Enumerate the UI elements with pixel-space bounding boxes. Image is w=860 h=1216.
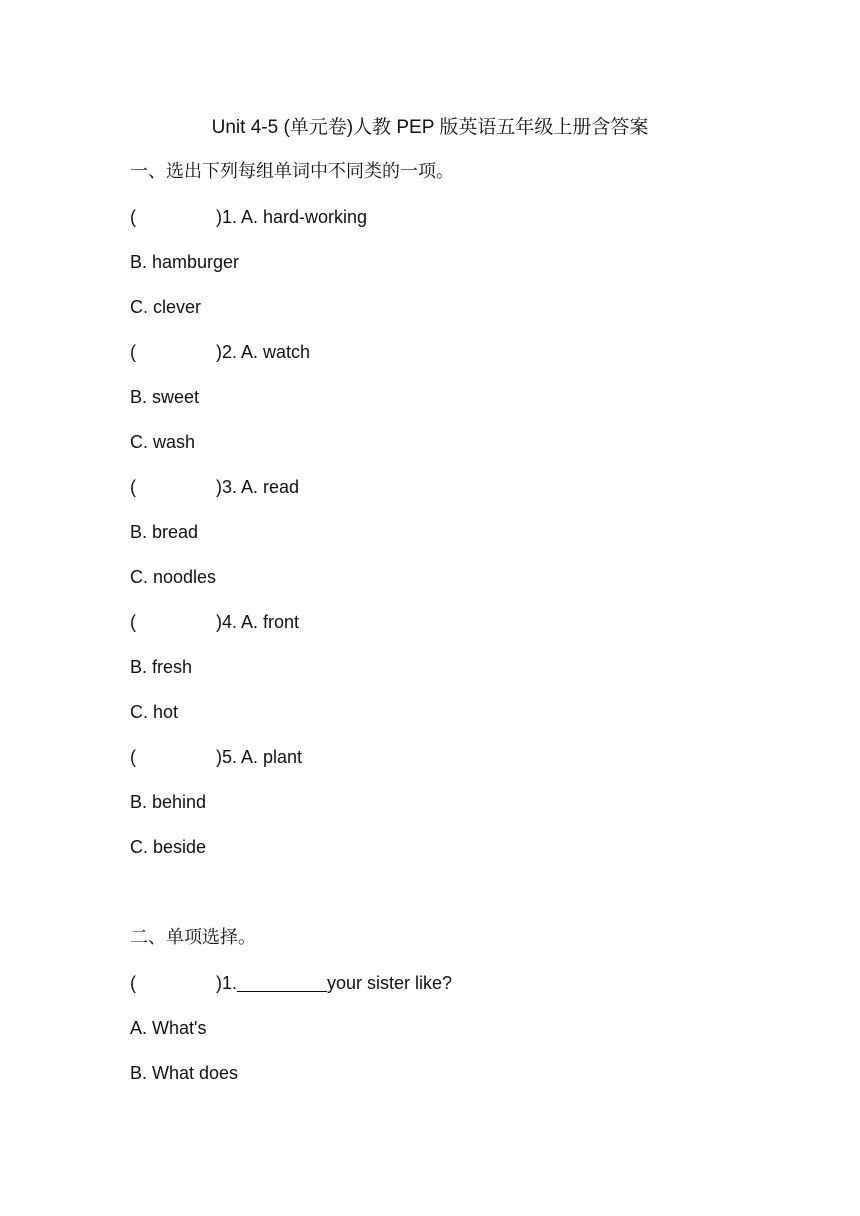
section-1-heading: 一、选出下列每组单词中不同类的一项。 [130, 161, 454, 182]
question-text: )1. A. hard-working [216, 207, 368, 227]
question-5-stem [130, 745, 302, 769]
question-text: )5. A. plant [216, 747, 303, 767]
question-text: )2. A. watch [216, 342, 311, 362]
question-1-option-b: B. hamburger [130, 252, 240, 272]
question-number: )1. [216, 973, 238, 993]
section-2-heading: 二、单项选择。 [130, 927, 256, 948]
question-text: )3. A. read [216, 477, 300, 497]
question-1-stem [130, 205, 367, 229]
question-1-option-c: C. clever [130, 297, 202, 317]
question-5-option-b: B. behind [130, 792, 207, 812]
question-2-stem [130, 340, 310, 364]
question-3-option-c: C. noodles [130, 567, 217, 587]
choice-question-1-option-b: B. What does [130, 1063, 239, 1083]
question-4-option-b: B. fresh [130, 657, 193, 677]
choice-question-1-option-a: A. What's [130, 1018, 207, 1038]
question-2-option-c: C. wash [130, 432, 196, 452]
fill-in-blank [237, 973, 327, 992]
document-title: Unit 4-5 (单元卷)人教 PEP 版英语五年级上册含答案 [211, 117, 649, 138]
question-4-option-c: C. hot [130, 702, 179, 722]
question-3-option-b: B. bread [130, 522, 199, 542]
question-5-option-c: C. beside [130, 837, 207, 857]
question-text: your sister like? [327, 973, 453, 993]
question-text: )4. A. front [216, 612, 300, 632]
answer-paren: ( [130, 973, 136, 993]
question-2-option-b: B. sweet [130, 387, 200, 407]
question-4-stem [130, 610, 299, 634]
answer-paren: ( [130, 612, 136, 632]
answer-paren: ( [130, 207, 136, 227]
answer-paren: ( [130, 342, 136, 362]
answer-paren: ( [130, 477, 136, 497]
question-3-stem [130, 475, 299, 499]
choice-question-1-stem [130, 971, 452, 995]
answer-paren: ( [130, 747, 136, 767]
